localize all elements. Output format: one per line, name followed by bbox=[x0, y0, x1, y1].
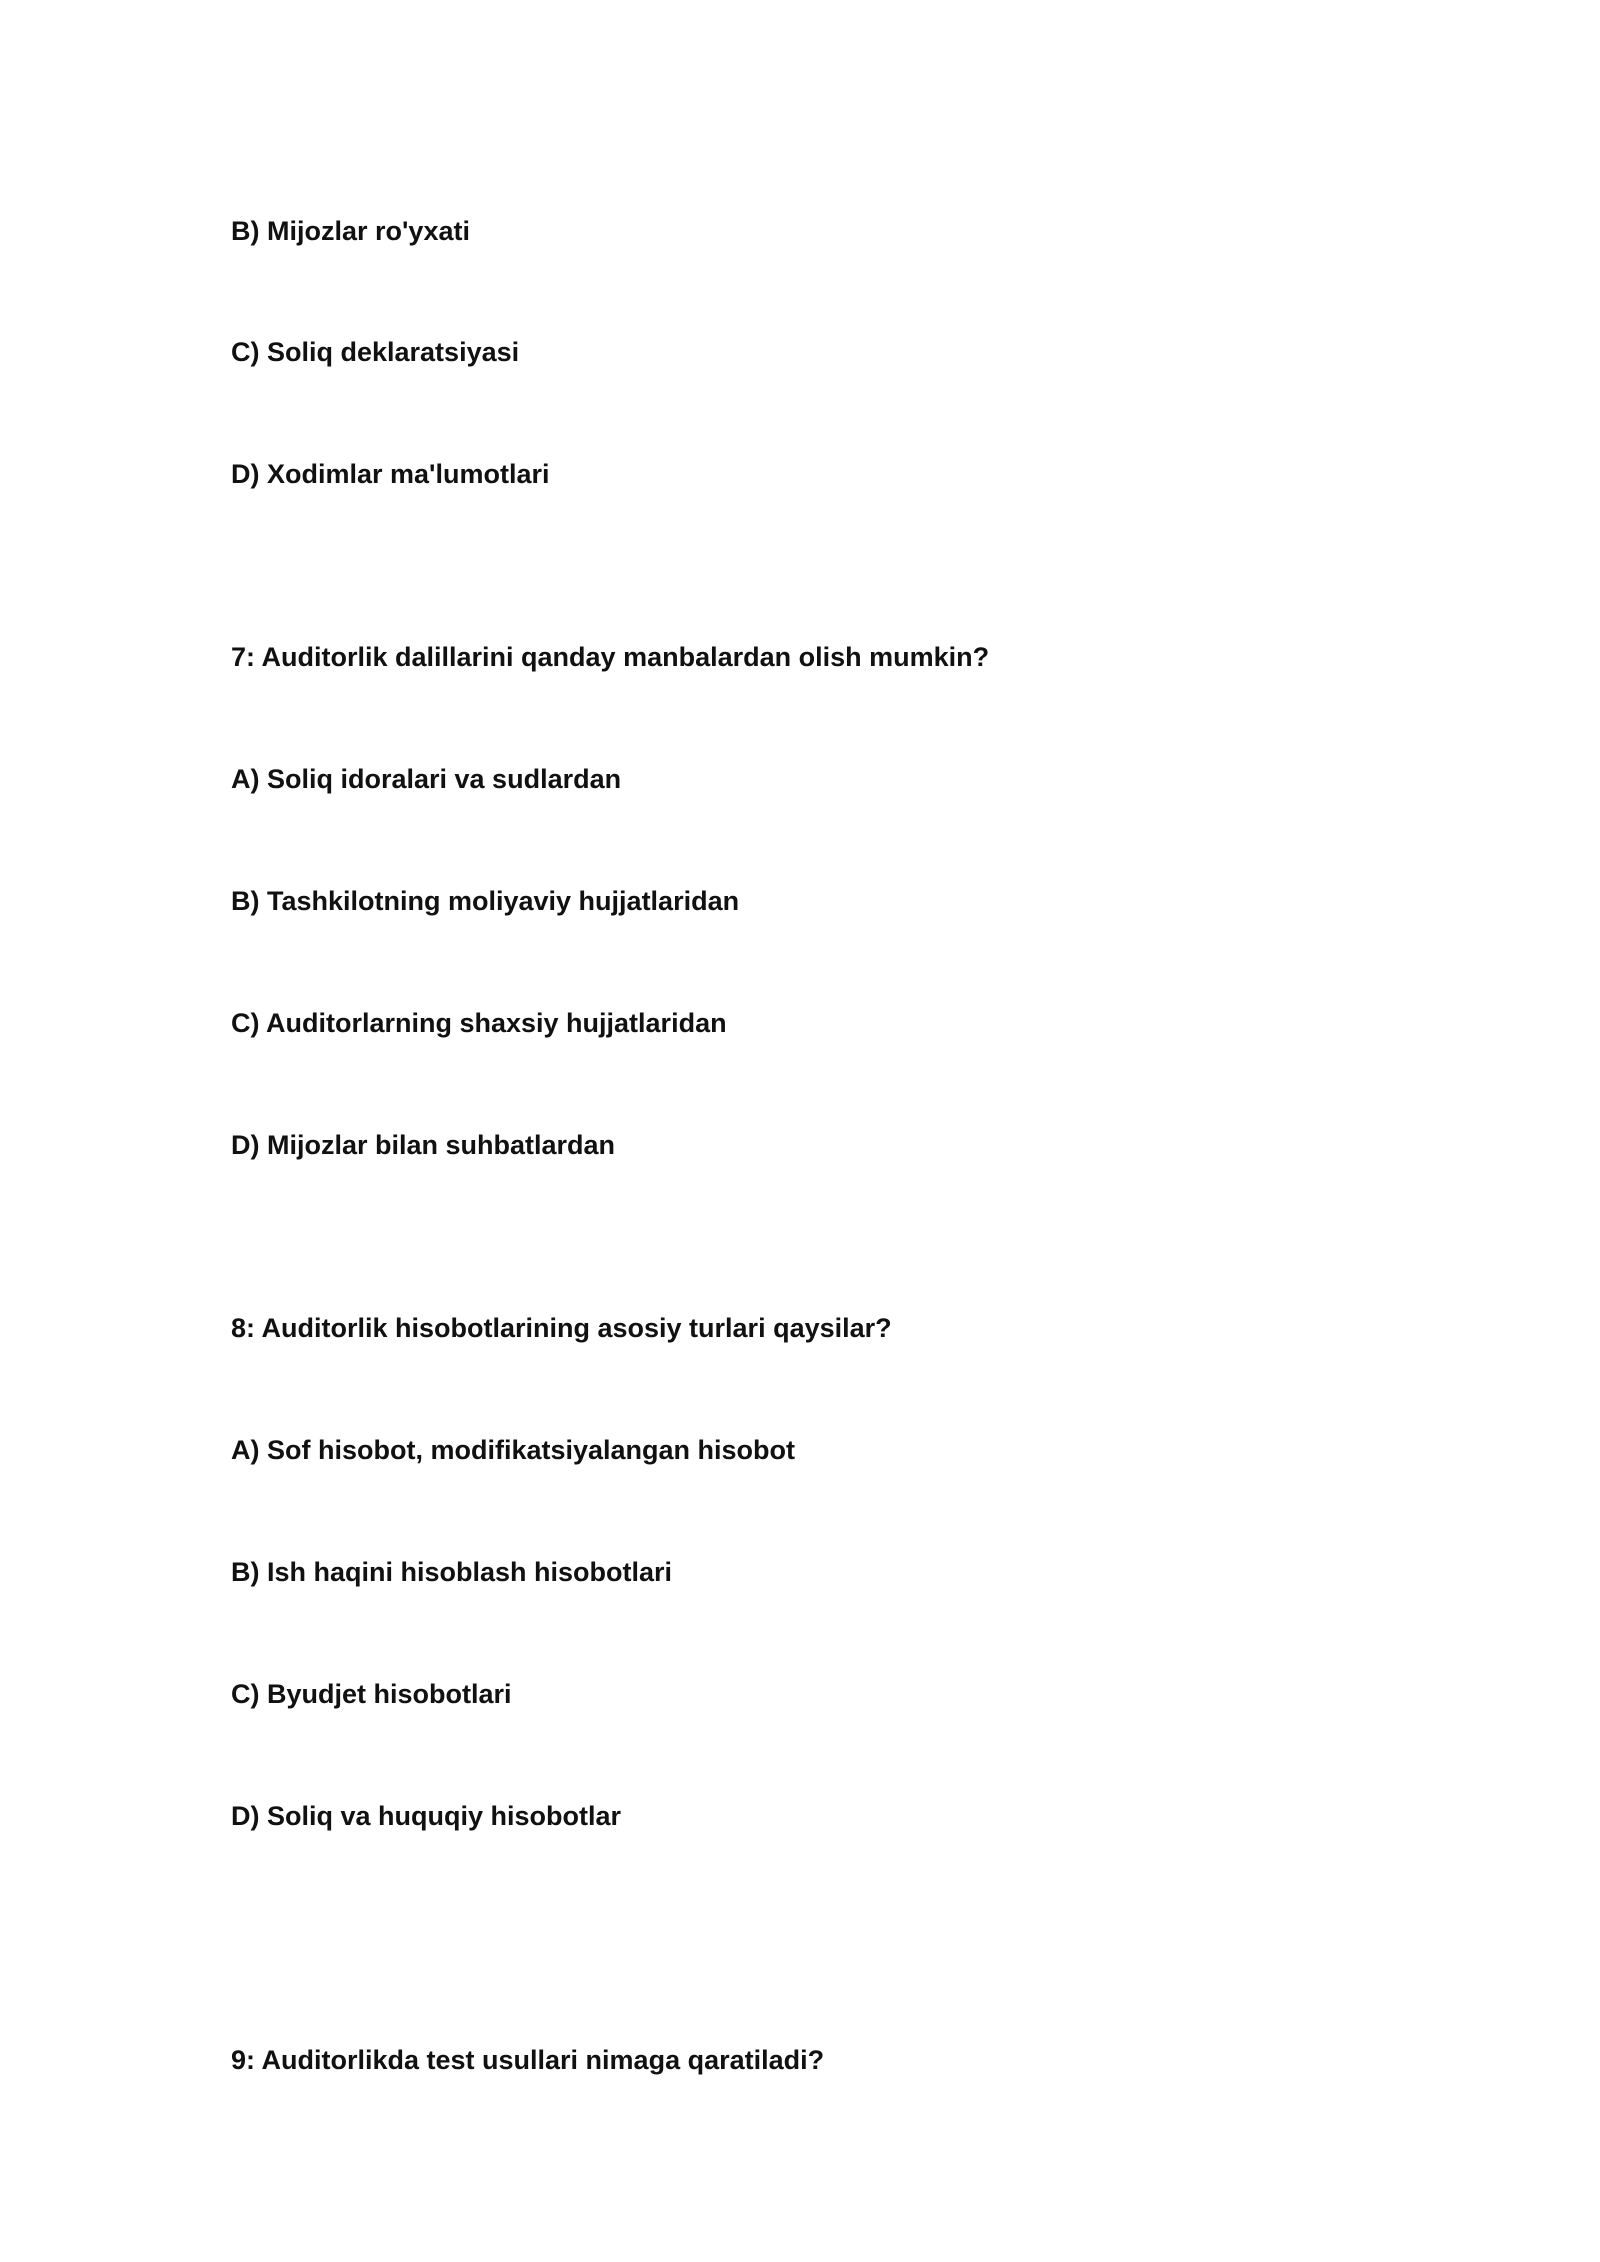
q7-option-c: C) Auditorlarning shaxsiy hujjatlaridan bbox=[231, 1008, 727, 1038]
q6-option-d: D) Xodimlar ma'lumotlari bbox=[231, 459, 550, 489]
q8-option-b: B) Ish haqini hisoblash hisobotlari bbox=[231, 1557, 673, 1587]
q9-question: 9: Auditorlikda test usullari nimaga qaratiladi? bbox=[231, 2045, 825, 2075]
q7-option-d: D) Mijozlar bilan suhbatlardan bbox=[231, 1130, 616, 1160]
q6-option-b: B) Mijozlar ro'yxati bbox=[231, 216, 470, 246]
q8-question: 8: Auditorlik hisobotlarining asosiy turlari qaysilar? bbox=[231, 1313, 892, 1343]
q8-option-a: A) Sof hisobot, modifikatsiyalangan hisobot bbox=[231, 1435, 796, 1465]
q7-option-b: B) Tashkilotning moliyaviy hujjatlaridan bbox=[231, 886, 740, 916]
q8-option-c: C) Byudjet hisobotlari bbox=[231, 1679, 512, 1709]
q8-option-d: D) Soliq va huquqiy hisobotlar bbox=[231, 1801, 622, 1831]
q6-option-c: C) Soliq deklaratsiyasi bbox=[231, 337, 520, 367]
q7-option-a: A) Soliq idoralari va sudlardan bbox=[231, 764, 622, 794]
q7-question: 7: Auditorlik dalillarini qanday manbalardan olish mumkin? bbox=[231, 642, 990, 672]
